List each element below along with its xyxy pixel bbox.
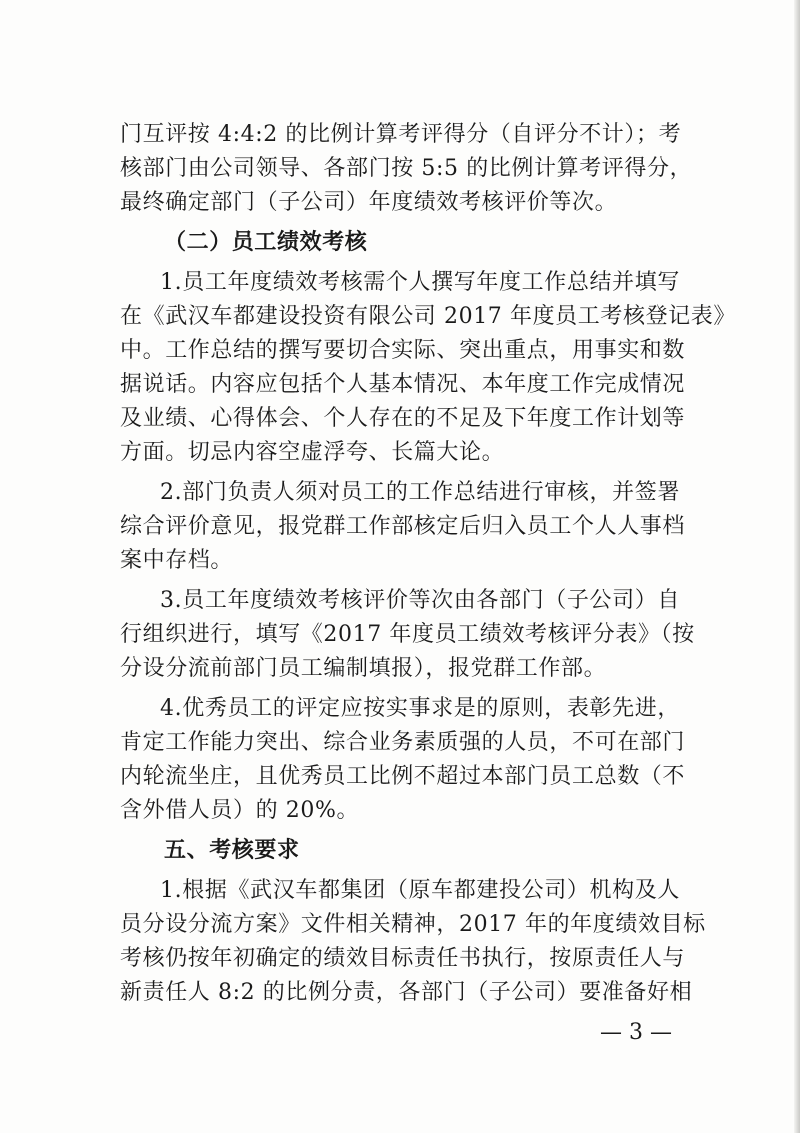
paragraph-item-1: [120, 266, 736, 470]
text-line: 员分设分流方案》文件相关精神，2017 年的年度绩效目标: [120, 912, 706, 937]
text-line: 行组织进行，填写《2017 年度员工绩效考核评分表》（按: [120, 622, 695, 647]
section-heading-employee-evaluation: （二）员工绩效考核: [164, 230, 368, 255]
text-line: 门互评按 4:4:2 的比例计算考评得分（自评分不计）；考: [120, 122, 682, 147]
text-line: 新责任人 8:2 的比例分责，各部门（子公司）要准备好相: [120, 980, 693, 1005]
text-line: 内轮流坐庄，且优秀员工比例不超过本部门员工总数（不: [120, 764, 686, 789]
text-line: 3.员工年度绩效考核评价等次由各部门（子公司）自: [160, 588, 680, 613]
paragraph-item-3: [120, 584, 695, 686]
text-line: 在《武汉车都建设投资有限公司 2017 年度员工考核登记表》: [120, 304, 736, 329]
text-line: 2.部门负责人须对员工的工作总结进行审核，并签署: [160, 480, 680, 505]
text-line: 分设分流前部门员工编制填报），报党群工作部。: [120, 656, 607, 681]
text-line: 案中存档。: [120, 548, 234, 573]
text-line: 4.优秀员工的评定应按实事求是的原则，表彰先进，: [160, 696, 680, 721]
page-edge: [794, 0, 800, 1133]
paragraph-item-2: [120, 476, 686, 578]
text-line: 据说话。内容应包括个人基本情况、本年度工作完成情况: [120, 372, 686, 397]
text-line: 综合评价意见，报党群工作部核定后归入员工个人人事档: [120, 514, 686, 539]
text-line: 及业绩、心得体会、个人存在的不足及下年度工作计划等: [120, 406, 686, 431]
text-line: 1.员工年度绩效考核需个人撰写年度工作总结并填写: [160, 270, 680, 295]
paragraph-item-4: [120, 692, 686, 828]
paragraph-requirement-1: [120, 874, 706, 1010]
text-line: 最终确定部门（子公司）年度绩效考核评价等次。: [120, 190, 618, 215]
text-line: 方面。切忌内容空虚浮夸、长篇大论。: [120, 440, 505, 465]
text-line: 核部门由公司领导、各部门按 5:5 的比例计算考评得分，: [120, 156, 693, 181]
section-heading-requirements: 五、考核要求: [164, 838, 300, 863]
text-line: 中。工作总结的撰写要切合实际、突出重点，用事实和数: [120, 338, 686, 363]
text-line: 考核仍按年初确定的绩效目标责任书执行，按原责任人与: [120, 946, 686, 971]
paragraph-dept-scoring: [120, 118, 693, 220]
page-number: — 3 —: [600, 1020, 672, 1045]
text-line: 含外借人员）的 20%。: [120, 798, 360, 823]
document-body: [120, 118, 736, 1010]
text-line: 肯定工作能力突出、综合业务素质强的人员，不可在部门: [120, 730, 686, 755]
text-line: 1.根据《武汉车都集团（原车都建投公司）机构及人: [160, 878, 680, 903]
